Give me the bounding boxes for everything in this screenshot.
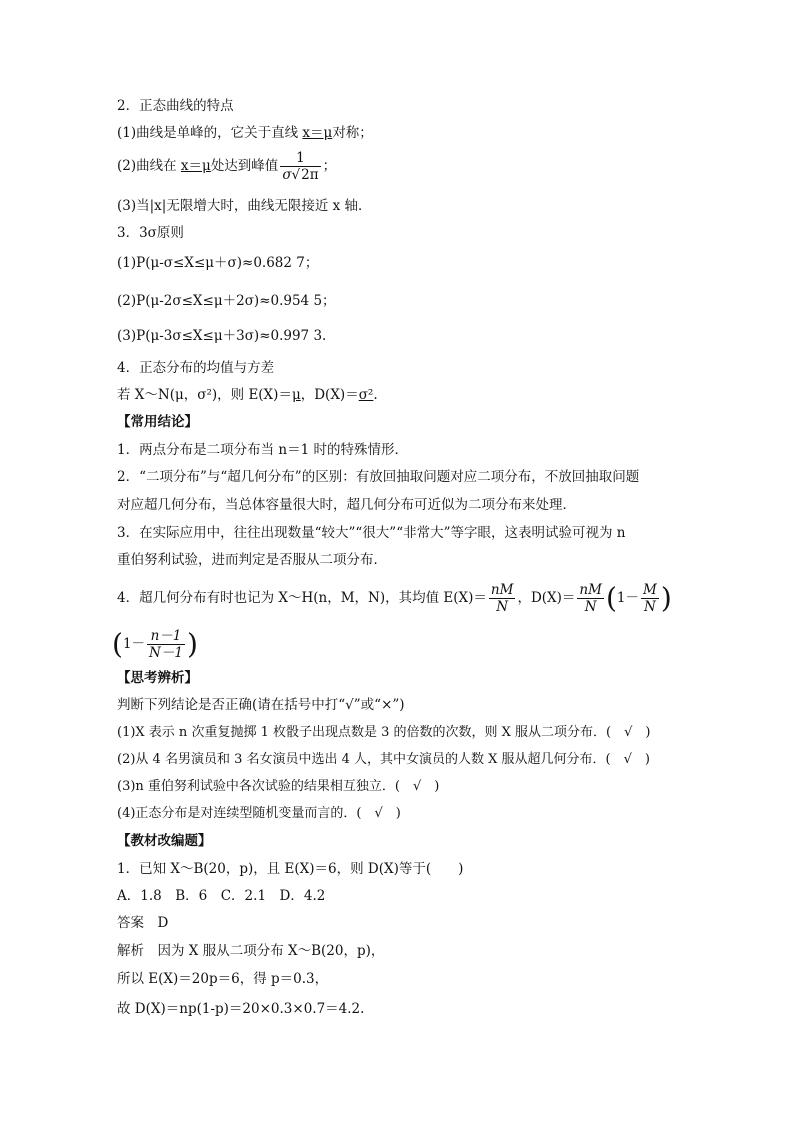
variance-value: σ² [358, 387, 374, 403]
ratio-fraction-denominator: N [643, 599, 656, 615]
peak-fraction-sigma: σ [282, 167, 292, 183]
section-sigma-heading: 3．3σ原则 [117, 225, 184, 241]
mean-fraction-denominator: N [496, 599, 509, 615]
curve-point-2-end: ； [322, 158, 337, 174]
sigma-rule-2: (2)P(μ-2σ≤X≤μ＋2σ)≈0.954 5； [117, 293, 336, 309]
textbook-answer: 答案 D [117, 915, 169, 931]
solution-line-3: 故 D(X)＝np(1-p)＝20×0.3×0.7＝4.2. [117, 1001, 365, 1017]
variance-factor-1: 1－ [616, 590, 639, 606]
section-curve-heading: 2．正态曲线的特点 [117, 98, 234, 114]
solution-line-2: 所以 E(X)＝20p＝6，得 p＝0.3， [117, 971, 329, 987]
textbook-options: A．1.8 B．6 C．2.1 D．4.2 [117, 888, 326, 904]
ratio-fraction-numerator: M [642, 582, 657, 598]
sigma-rule-1: (1)P(μ-σ≤X≤μ＋σ)≈0.682 7； [117, 255, 319, 271]
curve-point-2-text: (2)曲线在 [117, 158, 181, 174]
variance-fraction [577, 582, 604, 615]
mean-value: μ [291, 387, 301, 403]
curve-point-1 [117, 124, 373, 142]
textbook-question-1: 1．已知 X～B(20，p)，且 E(X)＝6，则 D(X)等于( ) [117, 861, 464, 877]
variance-fraction-numerator: nM [579, 582, 602, 598]
curve-point-2-axis: x＝μ [180, 158, 211, 174]
mean-end: . [373, 387, 378, 403]
section-conclusions-heading: 【常用结论】 [117, 414, 198, 430]
mean-fraction-numerator: nM [490, 582, 514, 598]
conclusion-3b: 重伯努利试验，进而判定是否服从二项分布． [117, 552, 387, 568]
variance-factor-2: 1－ [122, 636, 146, 652]
judge-intro: 判断下列结论是否正确(请在括号中打“√”或“×”) [117, 697, 405, 713]
paren-close-2: ) [186, 627, 198, 661]
mean-text: 若 X～N(μ，σ²)，则 E(X)＝ [117, 387, 292, 403]
section-mean-heading: 4．正态分布的均值与方差 [117, 360, 275, 376]
curve-point-1-text: (1)曲线是单峰的，它关于直线 [117, 125, 303, 141]
conclusion-4 [117, 582, 672, 615]
variance-fraction-denominator: N [584, 599, 597, 615]
conclusion-4-text: 4．超几何分布有时也记为 X～H(n，M，N)，其均值 E(X)＝ [117, 590, 487, 606]
paren-close-1: ) [660, 581, 672, 615]
section-textbook-heading: 【教材改编题】 [117, 833, 212, 849]
section-judge-heading: 【思考辨析】 [117, 670, 198, 686]
conclusion-2b: 对应超几何分布，当总体容量很大时，超几何分布可近似为二项分布来处理． [117, 497, 576, 513]
conclusion-1: 1．两点分布是二项分布当 n＝1 时的特殊情形． [117, 442, 408, 458]
sigma-rule-3: (3)P(μ-3σ≤X≤μ＋3σ)≈0.997 3. [117, 328, 327, 344]
curve-point-3: (3)当|x|无限增大时，曲线无限接近 x 轴． [117, 198, 372, 214]
mean-variance-line [117, 386, 378, 404]
paren-open-1: ( [605, 581, 617, 615]
correction-fraction [147, 628, 185, 661]
variance-text: ，D(X)＝ [300, 387, 359, 403]
paren-open-2: ( [112, 627, 123, 661]
peak-value-fraction [280, 150, 320, 183]
judge-item-3: (3)n 重伯努利试验中各次试验的结果相互独立．( √ ) [117, 779, 440, 794]
conclusion-2a: 2．“二项分布”与“超几何分布”的区别：有放回抽取问题对应二项分布，不放回抽取问题 [117, 469, 640, 485]
ratio-fraction [641, 582, 659, 615]
judge-item-1: (1)X 表示 n 次重复抛掷 1 枚骰子出现点数是 3 的倍数的次数，则 X 服从二项分布．( √ ) [117, 725, 651, 740]
conclusion-4-continued [112, 628, 198, 661]
curve-point-1-axis: x＝μ [302, 125, 333, 141]
peak-fraction-root: 2π [301, 167, 319, 183]
solution-line-1: 解析 因为 X 服从二项分布 X～B(20，p)， [117, 943, 385, 959]
judge-item-4: (4)正态分布是对连续型随机变量而言的．( √ ) [117, 806, 401, 821]
conclusion-3a: 3．在实际应用中，往往出现数量“较大”“很大”“非常大”等字眼，这表明试验可视为 n [117, 525, 626, 541]
peak-fraction-numerator: 1 [280, 150, 320, 167]
mean-fraction [489, 582, 516, 615]
variance-label: ，D(X)＝ [517, 590, 576, 606]
judge-item-2: (2)从 4 名男演员和 3 名女演员中选出 4 人，其中女演员的人数 X 服从超几何分布．( √ ) [117, 752, 650, 767]
curve-point-1-end: 对称； [332, 125, 373, 141]
correction-fraction-denominator: N－1 [149, 645, 183, 661]
correction-fraction-numerator: n－1 [147, 628, 185, 645]
curve-point-2-peak-label: 处达到峰值 [210, 158, 279, 174]
curve-point-2 [117, 150, 336, 183]
peak-fraction-denominator: σ√2π [282, 167, 319, 183]
